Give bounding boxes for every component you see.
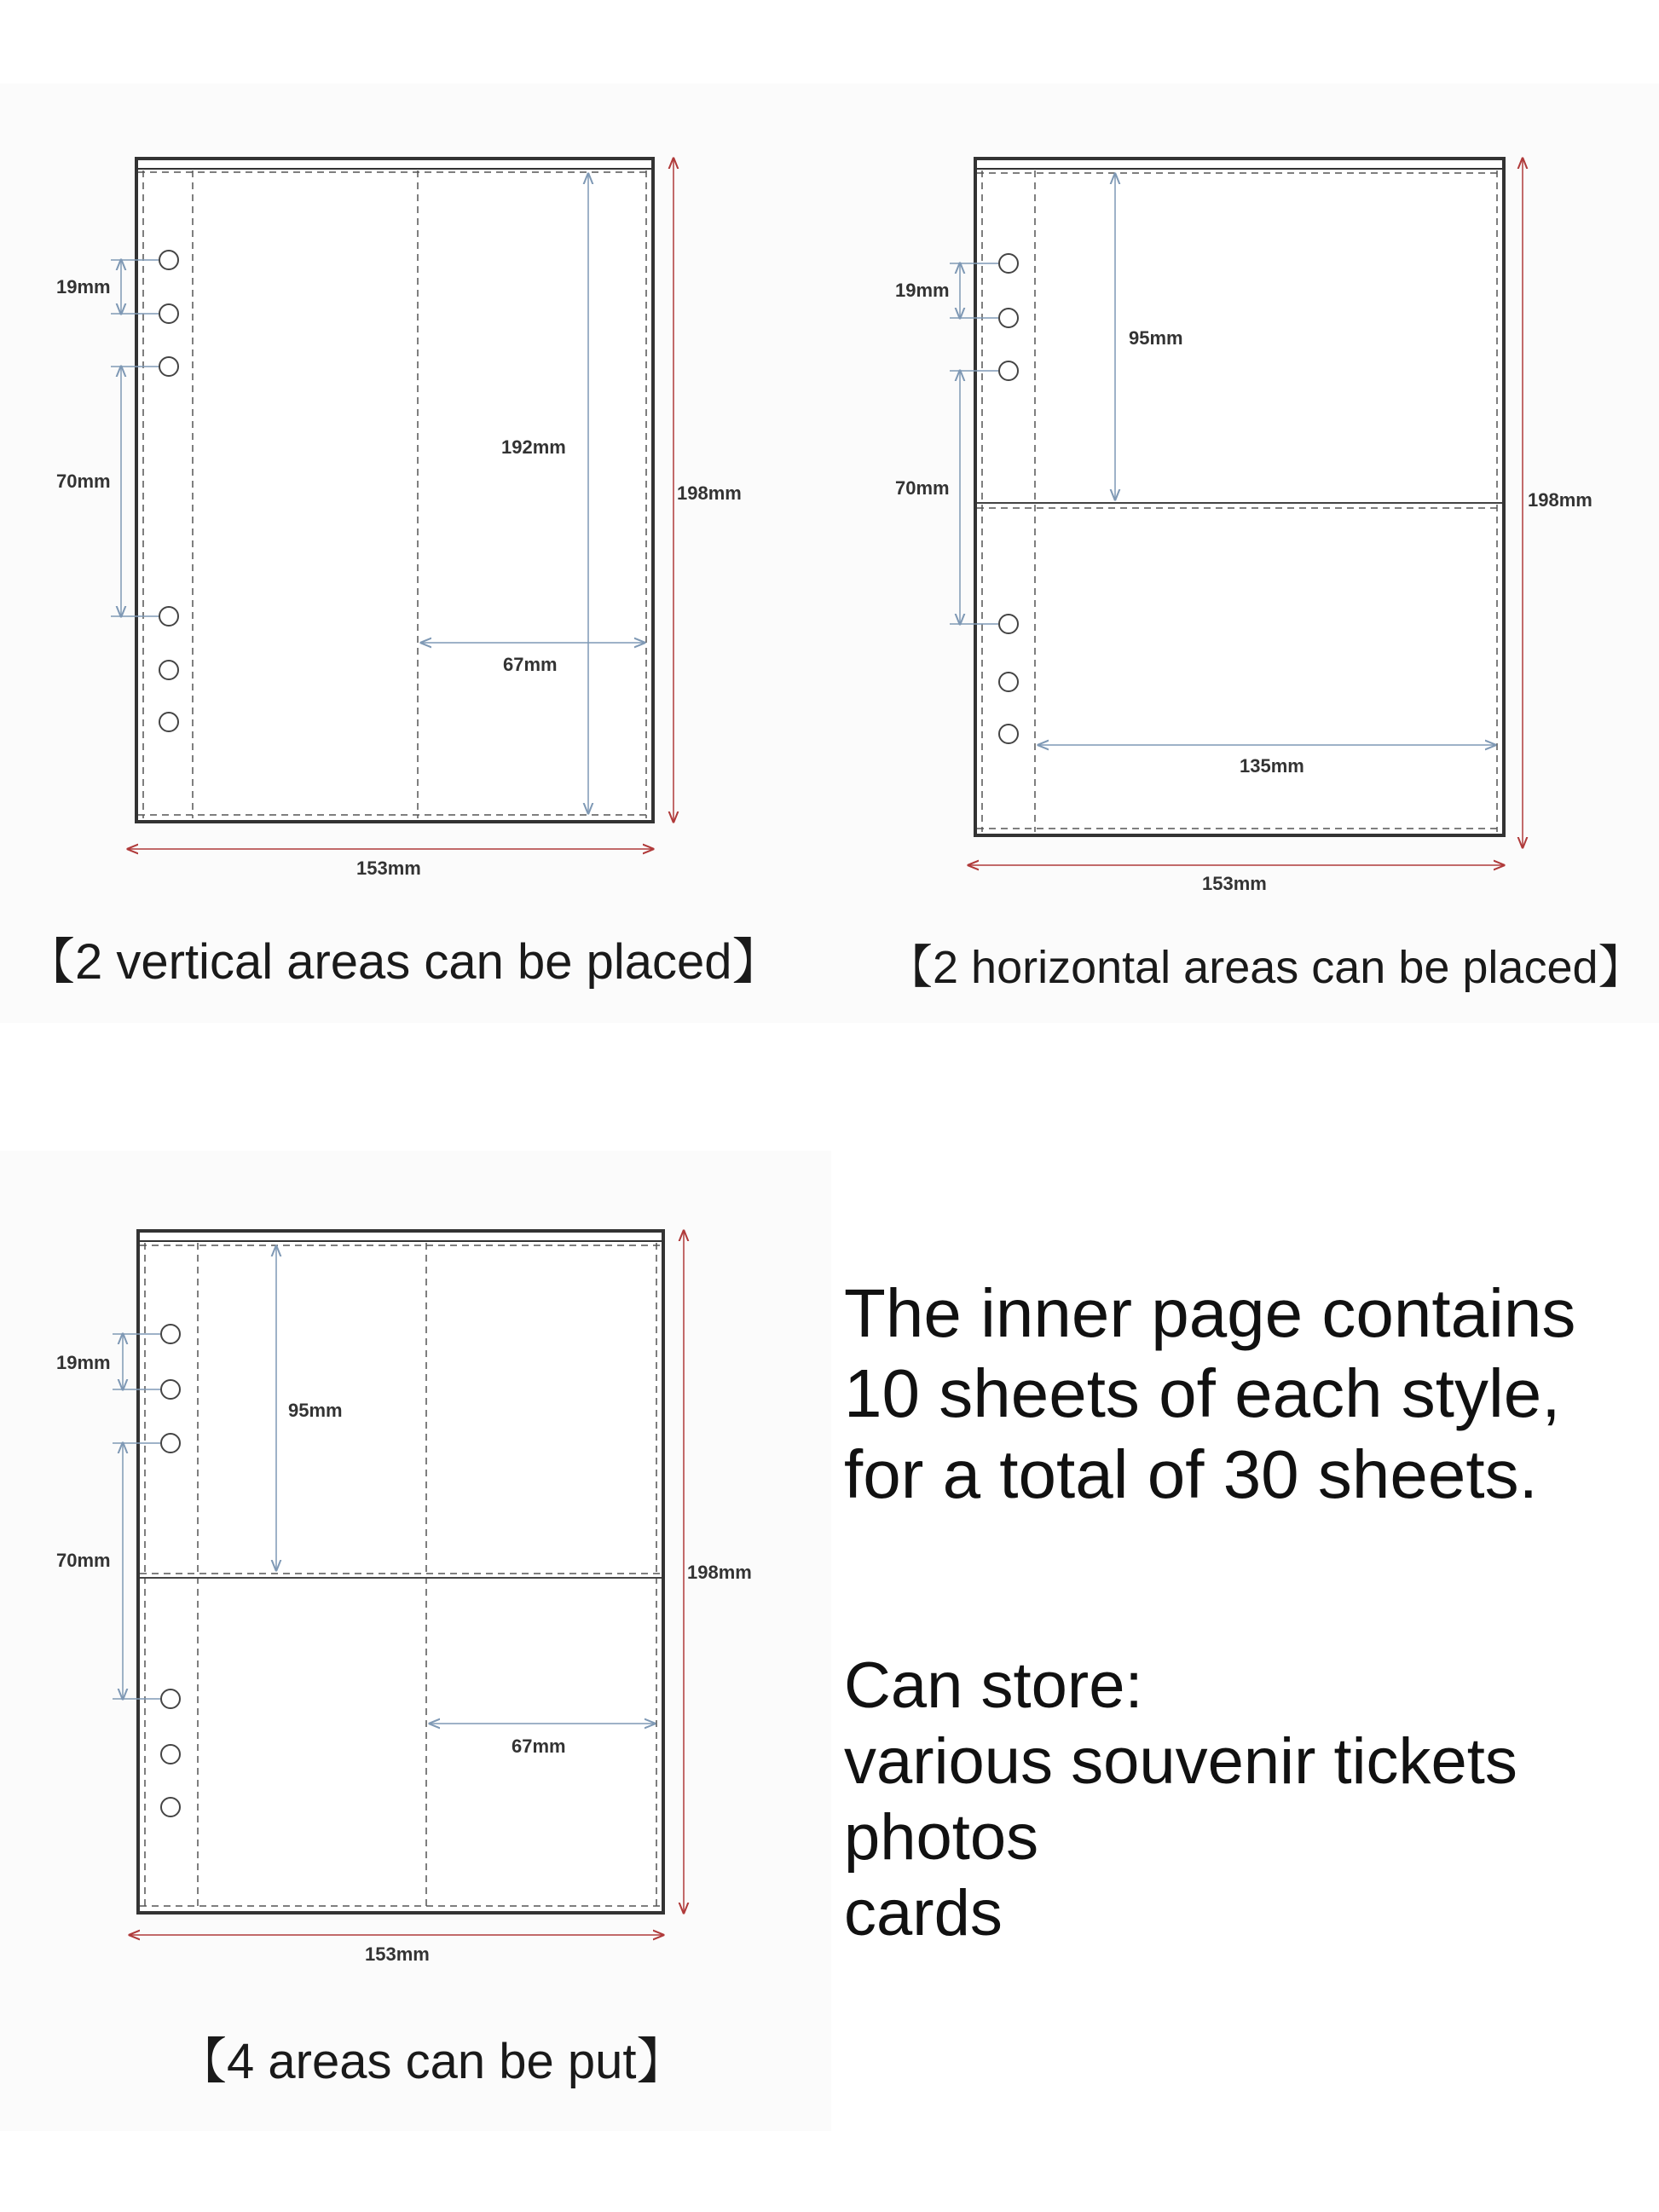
contents-line: 10 sheets of each style,	[844, 1355, 1561, 1432]
contents-line: for a total of 30 sheets.	[844, 1435, 1538, 1512]
info-contents	[844, 1273, 1575, 1515]
pocket-width-label: 135mm	[1240, 755, 1304, 777]
pocket-height-label: 192mm	[501, 436, 566, 458]
store-heading: Can store:	[844, 1649, 1143, 1722]
hole-spacing-label: 19mm	[895, 280, 950, 301]
store-item: photos	[844, 1800, 1039, 1874]
sheet-width-label: 153mm	[356, 858, 421, 879]
pocket-width-label: 67mm	[512, 1736, 566, 1757]
hole-gap-label: 70mm	[895, 477, 950, 499]
caption-four: 【4 areas can be put】	[177, 2034, 686, 2089]
sheet-height-label: 198mm	[1528, 489, 1593, 511]
store-item: cards	[844, 1876, 1003, 1949]
sheet-height-label: 198mm	[677, 482, 742, 504]
hole-gap-label: 70mm	[56, 1550, 111, 1571]
caption-horizontal: 【2 horizontal areas can be placed】	[887, 942, 1645, 993]
pocket-height-label: 95mm	[1129, 327, 1183, 349]
hole-spacing-label: 19mm	[56, 276, 111, 297]
sheet-width-label: 153mm	[365, 1943, 430, 1965]
store-item: various souvenir tickets	[844, 1724, 1517, 1798]
caption-vertical: 【2 vertical areas can be placed】	[26, 934, 782, 990]
hole-gap-label: 70mm	[56, 471, 111, 492]
sheet-width-label: 153mm	[1202, 873, 1267, 894]
hole-spacing-label: 19mm	[56, 1352, 111, 1373]
sheet-height-label: 198mm	[687, 1562, 752, 1583]
contents-line: The inner page contains	[844, 1275, 1576, 1351]
sheet-outline	[138, 1231, 663, 1913]
pocket-height-label: 95mm	[288, 1400, 343, 1421]
info-storage	[844, 1649, 1517, 1952]
pocket-width-label: 67mm	[503, 654, 558, 675]
